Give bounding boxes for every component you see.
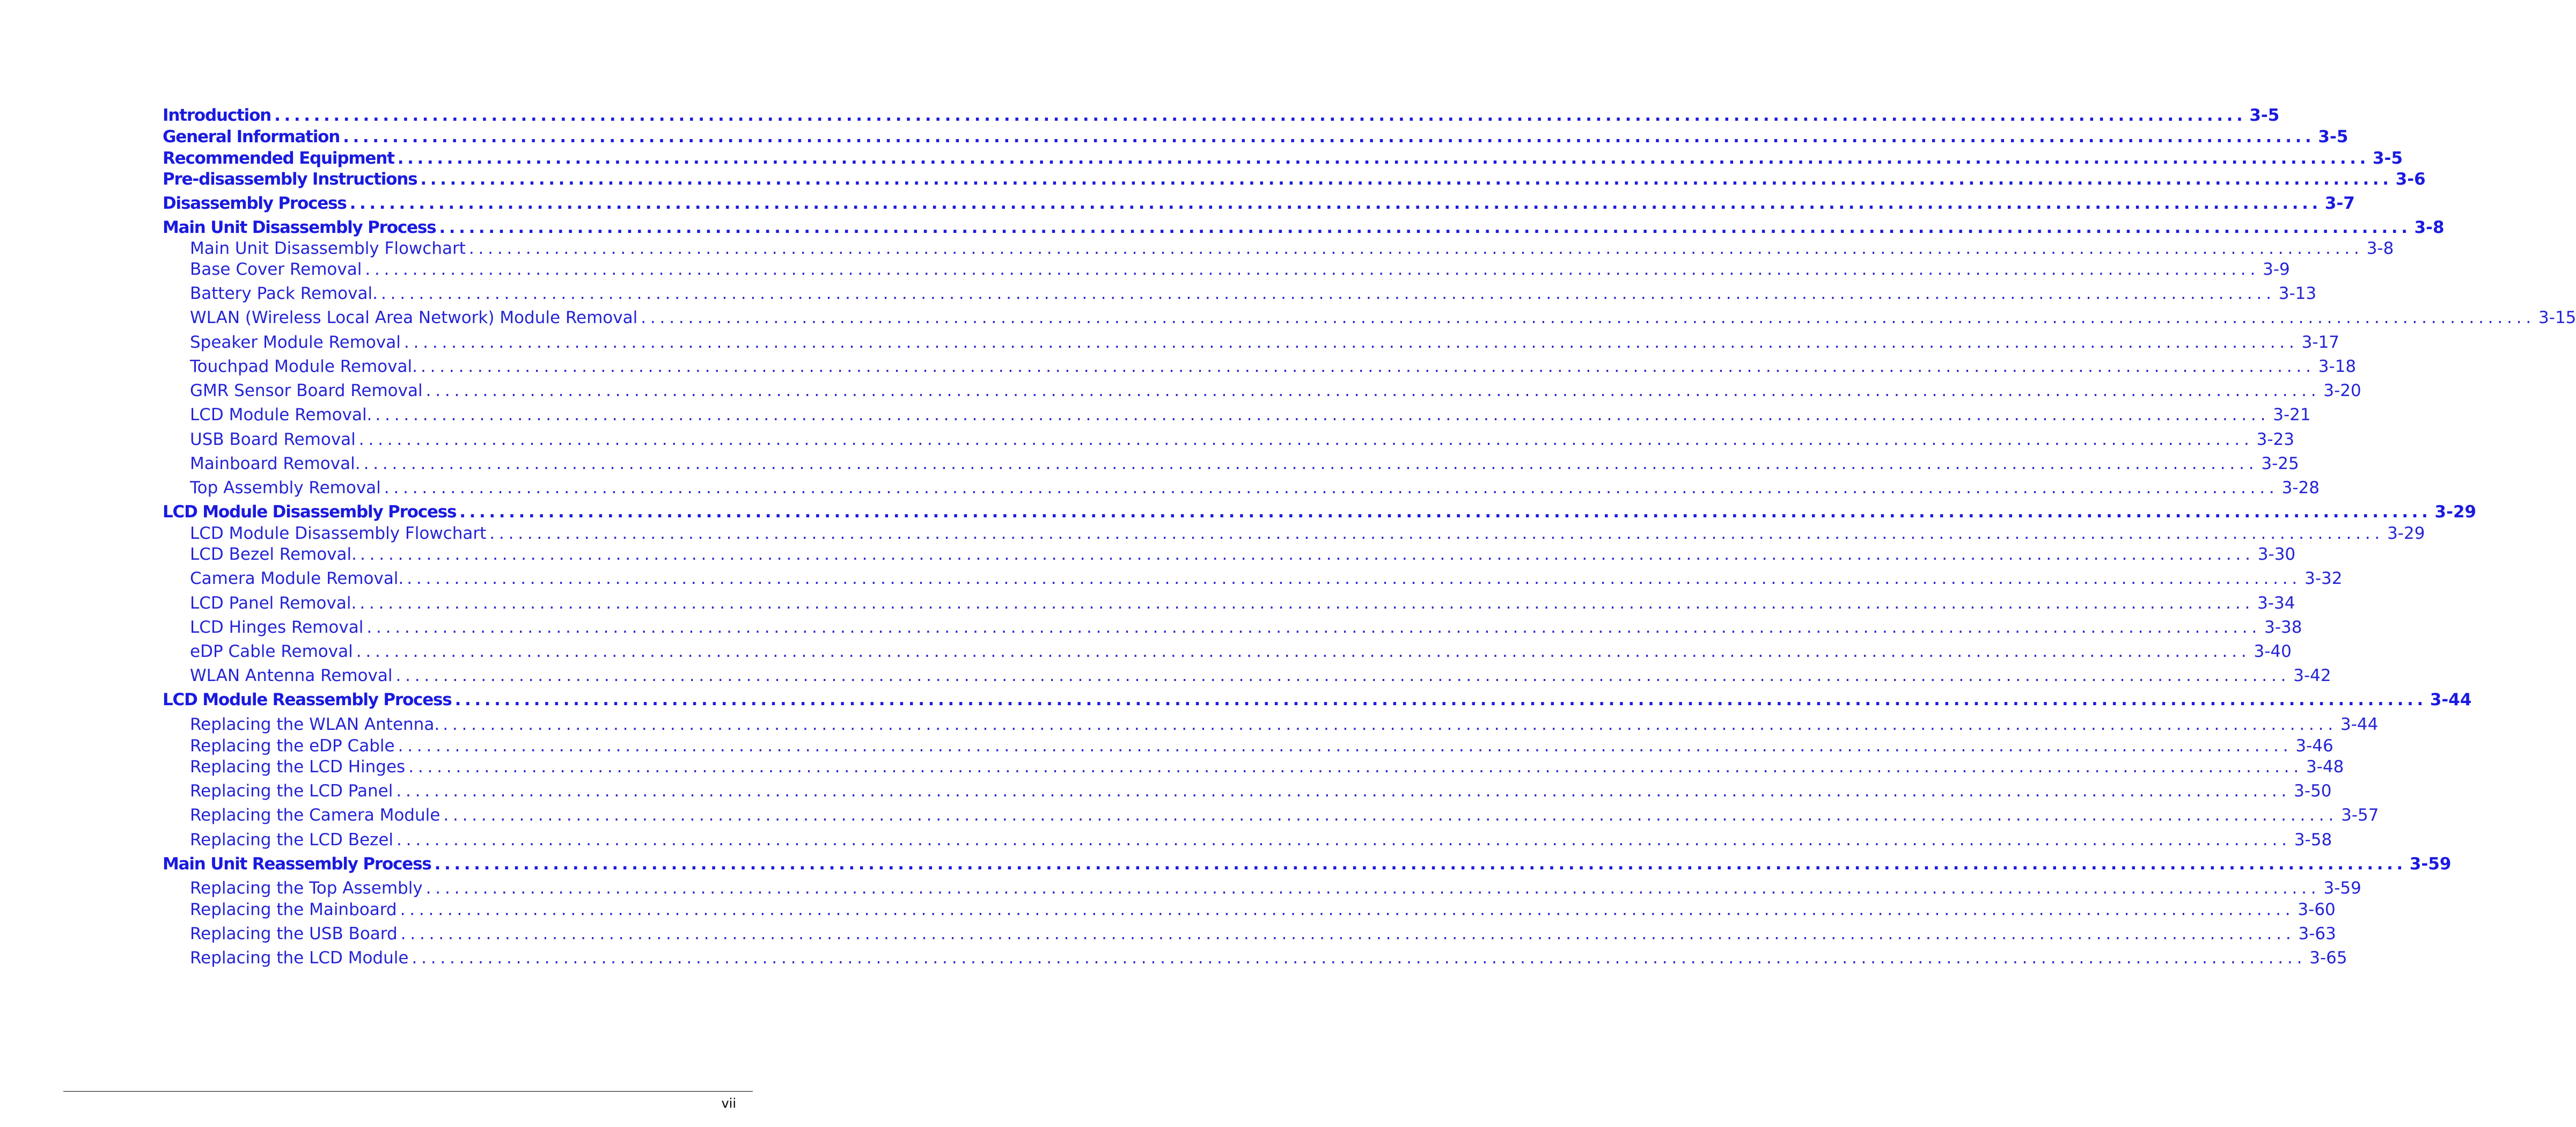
toc-entry-title: Recommended Equipment [163, 149, 394, 168]
toc-entry-page: 3-29 [2434, 502, 2477, 522]
dot-leader: ........................................................................................................................................................................................................ [349, 194, 2322, 213]
dot-leader: ........................................................................................................................................................................................................ [425, 879, 2321, 898]
toc-subsection-link[interactable] [190, 594, 2295, 613]
toc-entry-title: GMR Sensor Board Removal [190, 381, 423, 400]
toc-entry-title: WLAN (Wireless Local Area Network) Module Removal [190, 308, 638, 327]
toc-entry-title: LCD Module Disassembly Process [163, 502, 457, 522]
toc-entry-title: Base Cover Removal [190, 260, 362, 279]
toc-entry-title: Main Unit Disassembly Process [163, 218, 436, 237]
toc-section-link[interactable] [163, 502, 2477, 522]
toc-entry-page: 3-57 [2341, 806, 2379, 825]
toc-entry-title: eDP Cable Removal [190, 642, 353, 661]
toc-entry-page: 3-50 [2294, 781, 2332, 801]
toc-subsection-link[interactable] [190, 308, 2576, 327]
toc-section-link[interactable] [163, 194, 2355, 213]
toc-entry-title: LCD Bezel Removal. [190, 545, 357, 564]
toc-entry-title: Top Assembly Removal [190, 478, 381, 497]
toc-entry-page: 3-44 [2430, 690, 2472, 709]
dot-leader: ........................................................................................................................................................................................................ [443, 806, 2338, 825]
dot-leader: ........................................................................................................................................................................................................ [380, 284, 2276, 303]
toc-entry-title: Replacing the Camera Module [190, 806, 441, 825]
toc-subsection-link[interactable] [190, 381, 2361, 400]
dot-leader: ........................................................................................................................................................................................................ [358, 430, 2254, 449]
dot-leader: ........................................................................................................................................................................................................ [439, 218, 2411, 237]
toc-entry-page: 3-20 [2323, 381, 2361, 400]
toc-entry-title: Replacing the LCD Panel [190, 781, 393, 801]
toc-entry-title: Main Unit Disassembly Flowchart [190, 239, 466, 258]
toc-entry-page: 3-29 [2387, 524, 2425, 543]
toc-section-link[interactable] [163, 690, 2472, 709]
dot-leader: ........................................................................................................................................................................................................ [274, 106, 2247, 125]
toc-entry-title: Replacing the USB Board [190, 924, 398, 943]
toc-subsection-link[interactable] [190, 781, 2332, 801]
toc-section-link[interactable] [163, 127, 2349, 147]
toc-entry-title: WLAN Antenna Removal [190, 666, 393, 685]
toc-entry-title: Battery Pack Removal. [190, 284, 378, 303]
toc-subsection-link[interactable] [190, 757, 2344, 777]
toc-subsection-link[interactable] [190, 879, 2361, 898]
toc-entry-page: 3-42 [2293, 666, 2331, 685]
toc-entry-page: 3-28 [2281, 478, 2320, 497]
toc-subsection-link[interactable] [190, 924, 2336, 943]
dot-leader: ........................................................................................................................................................................................................ [356, 642, 2251, 661]
toc-entry-page: 3-58 [2294, 830, 2332, 850]
toc-entry-title: LCD Panel Removal. [190, 594, 357, 613]
toc-entry-title: Introduction [163, 106, 271, 125]
toc-subsection-link[interactable] [190, 569, 2343, 588]
toc-entry-title: Replacing the LCD Hinges [190, 757, 406, 777]
dot-leader: ........................................................................................................................................................................................................ [398, 736, 2293, 756]
toc-entry-title: Replacing the LCD Bezel [190, 830, 394, 850]
toc-entry-title: LCD Module Disassembly Flowchart [190, 524, 487, 543]
dot-leader: ........................................................................................................................................................................................................ [397, 830, 2291, 850]
toc-subsection-link[interactable] [190, 430, 2294, 449]
dot-leader: ........................................................................................................................................................................................................ [396, 781, 2291, 801]
toc-subsection-link[interactable] [190, 618, 2302, 637]
toc-subsection-link[interactable] [190, 405, 2311, 425]
toc-entry-title: Replacing the WLAN Antenna. [190, 715, 440, 734]
toc-entry-page: 3-34 [2257, 594, 2295, 613]
toc-entry-page: 3-30 [2257, 545, 2296, 564]
footer-rule [63, 1091, 753, 1092]
toc-subsection-link[interactable] [190, 806, 2379, 825]
toc-entry-page: 3-15 [2538, 308, 2576, 327]
toc-entry-page: 3-25 [2261, 454, 2299, 473]
dot-leader: ........................................................................................................................................................................................................ [425, 381, 2321, 400]
toc-entry-page: 3-59 [2323, 879, 2361, 898]
toc-entry-title: Replacing the Top Assembly [190, 879, 423, 898]
toc-entry-page: 3-40 [2254, 642, 2292, 661]
toc-entry-page: 3-8 [2414, 218, 2445, 237]
toc-entry-title: Replacing the LCD Module [190, 948, 409, 968]
toc-entry-page: 3-6 [2395, 170, 2426, 189]
dot-leader: ........................................................................................................................................................................................................ [397, 149, 2370, 168]
toc-entry-title: LCD Module Removal. [190, 405, 372, 425]
toc-subsection-link[interactable] [190, 715, 2379, 734]
dot-leader: ........................................................................................................................................................................................................ [375, 405, 2270, 425]
toc-entry-title: Disassembly Process [163, 194, 347, 213]
toc-entry-page: 3-23 [2256, 430, 2294, 449]
dot-leader: ........................................................................................................................................................................................................ [395, 666, 2291, 685]
toc-entry-title: LCD Hinges Removal [190, 618, 364, 637]
toc-entry-page: 3-9 [2263, 260, 2290, 279]
toc-entry-page: 3-13 [2278, 284, 2317, 303]
toc-subsection-link[interactable] [190, 239, 2394, 258]
toc-subsection-link[interactable] [190, 830, 2332, 850]
toc-subsection-link[interactable] [190, 642, 2292, 661]
toc-section-link[interactable] [163, 149, 2403, 168]
toc-entry-page: 3-60 [2298, 900, 2336, 919]
toc-entry-page: 3-8 [2366, 239, 2394, 258]
toc-entry-title: Speaker Module Removal [190, 333, 401, 352]
dot-leader: ........................................................................................................................................................................................................ [365, 260, 2260, 279]
toc-subsection-link[interactable] [190, 284, 2317, 303]
toc-entry-title: LCD Module Reassembly Process [163, 690, 452, 709]
toc-entry-page: 3-46 [2295, 736, 2333, 756]
toc-entry-title: Camera Module Removal. [190, 569, 404, 588]
toc-entry-page: 3-5 [2249, 106, 2280, 125]
dot-leader: ........................................................................................................................................................................................................ [384, 478, 2279, 497]
dot-leader: ........................................................................................................................................................................................................ [454, 690, 2427, 709]
dot-leader: ........................................................................................................................................................................................................ [343, 127, 2315, 147]
toc-subsection-link[interactable] [190, 333, 2340, 352]
toc-subsection-link[interactable] [190, 478, 2320, 497]
dot-leader: ........................................................................................................................................................................................................ [407, 569, 2302, 588]
toc-subsection-link[interactable] [190, 524, 2425, 543]
toc-entry-page: 3-17 [2301, 333, 2340, 352]
dot-leader: ........................................................................................................................................................................................................ [434, 854, 2406, 874]
dot-leader: ........................................................................................................................................................................................................ [408, 757, 2303, 777]
toc-entry-page: 3-59 [2409, 854, 2452, 874]
toc-subsection-link[interactable] [190, 545, 2296, 564]
dot-leader: ........................................................................................................................................................................................................ [489, 524, 2384, 543]
dot-leader: ........................................................................................................................................................................................................ [443, 715, 2337, 734]
toc-entry-page: 3-18 [2318, 357, 2357, 376]
toc-section-link[interactable] [163, 854, 2452, 874]
dot-leader: ........................................................................................................................................................................................................ [363, 454, 2258, 473]
toc-entry-page: 3-32 [2305, 569, 2343, 588]
dot-leader: ........................................................................................................................................................................................................ [412, 948, 2307, 968]
toc-entry-title: Replacing the Mainboard [190, 900, 397, 919]
toc-entry-page: 3-38 [2264, 618, 2302, 637]
toc-entry-page: 3-44 [2340, 715, 2379, 734]
toc-entry-page: 3-65 [2309, 948, 2347, 968]
dot-leader: ........................................................................................................................................................................................................ [366, 618, 2262, 637]
toc-entry-page: 3-21 [2273, 405, 2311, 425]
dot-leader: ........................................................................................................................................................................................................ [420, 170, 2392, 189]
toc-section-link[interactable] [163, 106, 2280, 125]
dot-leader: ........................................................................................................................................................................................................ [400, 900, 2295, 919]
toc-entry-page: 3-63 [2298, 924, 2336, 943]
toc-section-link[interactable] [163, 170, 2426, 189]
toc-subsection-link[interactable] [190, 736, 2333, 756]
dot-leader: ........................................................................................................................................................................................................ [400, 924, 2295, 943]
toc-entry-title: Pre-disassembly Instructions [163, 170, 417, 189]
page-number: vii [721, 1096, 736, 1111]
toc-subsection-link[interactable] [190, 357, 2357, 376]
toc-entry-page: 3-5 [2318, 127, 2349, 147]
dot-leader: ........................................................................................................................................................................................................ [420, 357, 2315, 376]
toc-section-link[interactable] [163, 218, 2445, 237]
dot-leader: ........................................................................................................................................................................................................ [641, 308, 2536, 327]
toc-entry-title: Main Unit Reassembly Process [163, 854, 431, 874]
toc-entry-title: USB Board Removal [190, 430, 356, 449]
dot-leader: ........................................................................................................................................................................................................ [359, 594, 2255, 613]
toc-entry-page: 3-48 [2306, 757, 2344, 777]
toc-entry-title: Touchpad Module Removal. [190, 357, 417, 376]
dot-leader: ........................................................................................................................................................................................................ [359, 545, 2255, 564]
toc-entry-page: 3-5 [2373, 149, 2403, 168]
toc-entry-title: Replacing the eDP Cable [190, 736, 395, 756]
dot-leader: ........................................................................................................................................................................................................ [403, 333, 2299, 352]
dot-leader: ........................................................................................................................................................................................................ [468, 239, 2364, 258]
toc-subsection-link[interactable] [190, 900, 2336, 919]
toc-subsection-link[interactable] [190, 948, 2347, 968]
dot-leader: ........................................................................................................................................................................................................ [459, 502, 2432, 522]
toc-entry-title: Mainboard Removal. [190, 454, 361, 473]
toc-subsection-link[interactable] [190, 666, 2331, 685]
toc-subsection-link[interactable] [190, 454, 2299, 473]
toc-subsection-link[interactable] [190, 260, 2290, 279]
toc-entry-page: 3-7 [2324, 194, 2355, 213]
toc-entry-title: General Information [163, 127, 340, 147]
